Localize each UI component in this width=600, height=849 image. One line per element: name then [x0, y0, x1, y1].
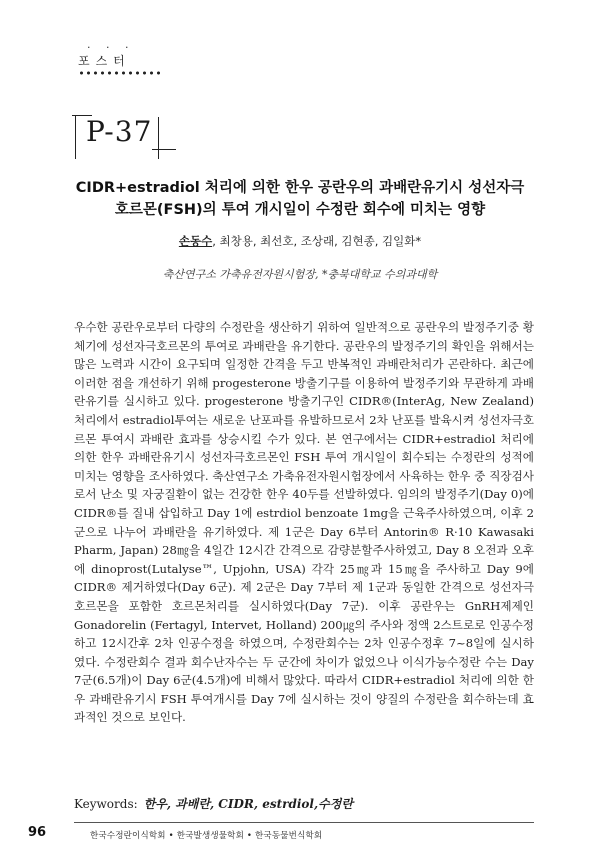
poster-number: P-37	[86, 115, 153, 148]
author-list	[40, 233, 560, 249]
keywords	[74, 795, 534, 812]
title-line-2: 호르몬(FSH)의 투여 개시일이 수정란 회수에 미치는 영향	[114, 202, 486, 218]
section-dots-bottom	[78, 71, 164, 75]
paper-title	[40, 177, 560, 221]
title-line-1: CIDR+estradiol 처리에 의한 한우 공란우의 과배란유기시 성선자극	[75, 180, 525, 196]
affiliation: 축산연구소 가축유전자원시험장, *충북대학교 수의과대학	[162, 268, 438, 281]
first-author: 손동수	[178, 234, 213, 248]
keywords-values: 한우, 과배란, CIDR, estrdiol,수정란	[143, 797, 353, 811]
bracket-right	[158, 117, 159, 159]
footer-divider	[74, 822, 534, 823]
bracket-bottom-right	[152, 149, 176, 150]
section-label	[78, 40, 158, 75]
abstract-body: 우수한 공란우로부터 다량의 수정란을 생산하기 위하여 일반적으로 공란우의 발정주기중 황체기에 성선자극호르몬의 투여로 과배란을 유기한다. 공란우의 발정주기의 확인을 위해서는 많은 노력과 시간이 요구되며 일정한 간격을 두고 반복적인 과배란처리가 곤란하다. 최근에 이러한 점을 개선하기 위해 progesterone 방출기구를 이용하여 발정주기와 무관하게 과배란유기를 실시하고 있다. progesterone 방출기구인 CIDR®(InterAg, New Zealand) 처리에서 estradiol투여는 새로운 난포파를 유발하므로서 2차 난포를 발육시켜 성선자극호르몬 투여시 과배란 효과를 상승시킬 수가 있다. 본 연구에서는 CIDR+estradiol 처리에 의한 한우 과배란유기시 성선자극호르몬인 FSH 투여 개시일이 회수되는 수정란의 성적에 미치는 영향을 조사하였다. 축산연구소 가축유전자원시험장에서 사육하는 한우 중 직장검사로서 난소 및 자궁질환이 없는 건강한 한우 40두를 선발하였다. 임의의 발정주기(Day 0)에 CIDR®를 질내 삽입하고 Day 1에 estrdiol benzoate 1mg을 근육주사하였으며, 이후 2군으로 나누어 과배란을 유기하였다. 제 1군은 Day 6부터 Antorin® R·10 Kawasaki Pharm, Japan) 28㎎을 4일간 12시간 간격으로 감량분할주사하였고, Day 8 오전과 오후에 dinoprost(Lutalyse™, Upjohn, USA) 각각 25㎎과 15㎎을 주사하고 Day 9에 CIDR® 제거하였다(Day 6군). 제 2군은 Day 7부터 제 1군과 동일한 간격으로 성선자극호르몬을 포함한 호르몬처리를 실시하였다(Day 7군). 이후 공란우는 GnRH제제인 Gonadorelin (Fertagyl, Intervet, Holland) 200㎍의 주사와 정액 2스트로로 인공수정하고 12시간후 2차 인공수정을 하였으며, 수정란회수는 2차 인공수정후 7~8일에 실시하였다. 수정란회수 결과 회수난자수는 두 군간에 차이가 없었으나 이식가능수정란 수는 Day 7군(6.5개)이 Day 6군(4.5개)에 비해서 많았다. 따라서 CIDR+estradiol 처리에 의한 한우 과배란유기시 FSH 투여개시를 Day 7에 실시하는 것이 양질의 수정란을 회수하는데 효과적인 것으로 보인다.	[74, 320, 534, 725]
footer-societies: 한국수정란이식학회 • 한국발생생물학회 • 한국동물번식학회	[90, 831, 323, 841]
section-label-text: 포스터	[78, 54, 131, 68]
page-number: 96	[28, 825, 47, 840]
poster-number-box	[72, 107, 182, 167]
keywords-label: Keywords:	[74, 797, 138, 811]
bracket-left	[75, 115, 76, 159]
section-dots-top: . . .	[87, 38, 135, 51]
other-authors: , 최창용, 최선호, 조상래, 김현종, 김일화*	[212, 234, 422, 248]
